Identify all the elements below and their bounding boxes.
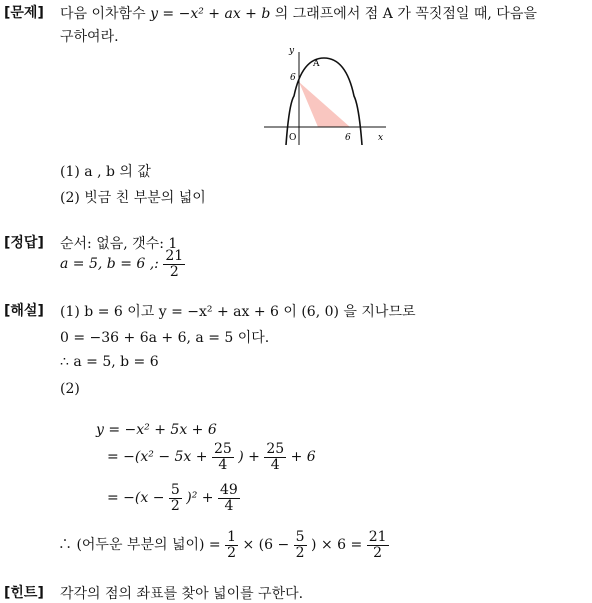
question-2: (2) 빗금 친 부분의 넓이 — [60, 190, 206, 206]
answer-line-2 — [60, 249, 185, 279]
shaded-triangle — [299, 82, 350, 127]
fraction-49-4: $\frac{49}{4}$ — [220, 482, 238, 514]
explanation-line-3: ∴ a = 5, b = 6 — [60, 354, 159, 370]
answer-values: a = 5, b = 6 ,: — [60, 256, 159, 272]
problem-label: [문제] — [4, 5, 44, 21]
fraction-25-4-b: $\frac{25}{4}$ — [266, 441, 285, 473]
derivation-step-2: = −(x² − 5x + $\frac{25}{4}$ ) + $\frac{25}{4}$ + 6 — [107, 441, 316, 473]
origin-label: O — [289, 133, 297, 143]
fraction-5-2-b: $\frac{5}{2}$ — [295, 529, 305, 561]
y-axis-label: y — [289, 46, 295, 56]
hint-text: 각각의 점의 좌표를 찾아 넓이를 구한다. — [60, 586, 304, 602]
hint-label: [힌트] — [4, 585, 44, 601]
explanation-line-4: (2) — [60, 381, 80, 397]
explanation-line-1: (1) b = 6 이고 y = −x² + ax + 6 이 (6, 0) 을 지나므로 — [60, 304, 416, 320]
fraction-25-4-a: $\frac{25}{4}$ — [213, 441, 232, 473]
answer-label: [정답] — [4, 235, 44, 251]
fraction-21-2: $\frac{21}{2}$ — [368, 529, 387, 561]
question-1: (1) a , b 의 값 — [60, 164, 151, 180]
x-intercept-label: 6 — [345, 133, 351, 143]
fraction-1-2: $\frac{1}{2}$ — [227, 529, 237, 561]
fraction-5-2: $\frac{5}{2}$ — [170, 482, 180, 514]
answer-line-1: 순서: 없음, 갯수: 1 — [60, 236, 178, 252]
x-axis-label: x — [378, 133, 384, 143]
vertex-label: A — [313, 59, 320, 69]
derivation-step-3: = −(x − $\frac{5}{2}$ )² + $\frac{49}{4}$ — [107, 482, 238, 514]
answer-fraction: $\frac{21}{2}$ — [165, 248, 184, 280]
parabola-graph — [258, 44, 393, 147]
problem-text-post: 의 그래프에서 점 A 가 꼭짓점일 때, 다음을 — [274, 6, 537, 22]
parabola-curve — [286, 58, 362, 145]
problem-line-1 — [60, 3, 537, 23]
explanation-line-2: 0 = −36 + 6a + 6, a = 5 이다. — [60, 330, 270, 346]
area-result: ∴ (어두운 부분의 넓이) = $\frac{1}{2}$ × (6 − $\frac{5}{2}$ ) × 6 = $\frac{21}{2}$ — [58, 529, 387, 561]
y-intercept-label: 6 — [290, 73, 296, 83]
derivation-step-1: y = −x² + 5x + 6 — [96, 422, 217, 438]
problem-equation: y = −x² + ax + b — [150, 6, 271, 22]
problem-text-pre: 다음 이차함수 — [60, 6, 146, 22]
explanation-label: [해설] — [4, 303, 44, 319]
problem-line-2: 구하여라. — [60, 29, 119, 45]
